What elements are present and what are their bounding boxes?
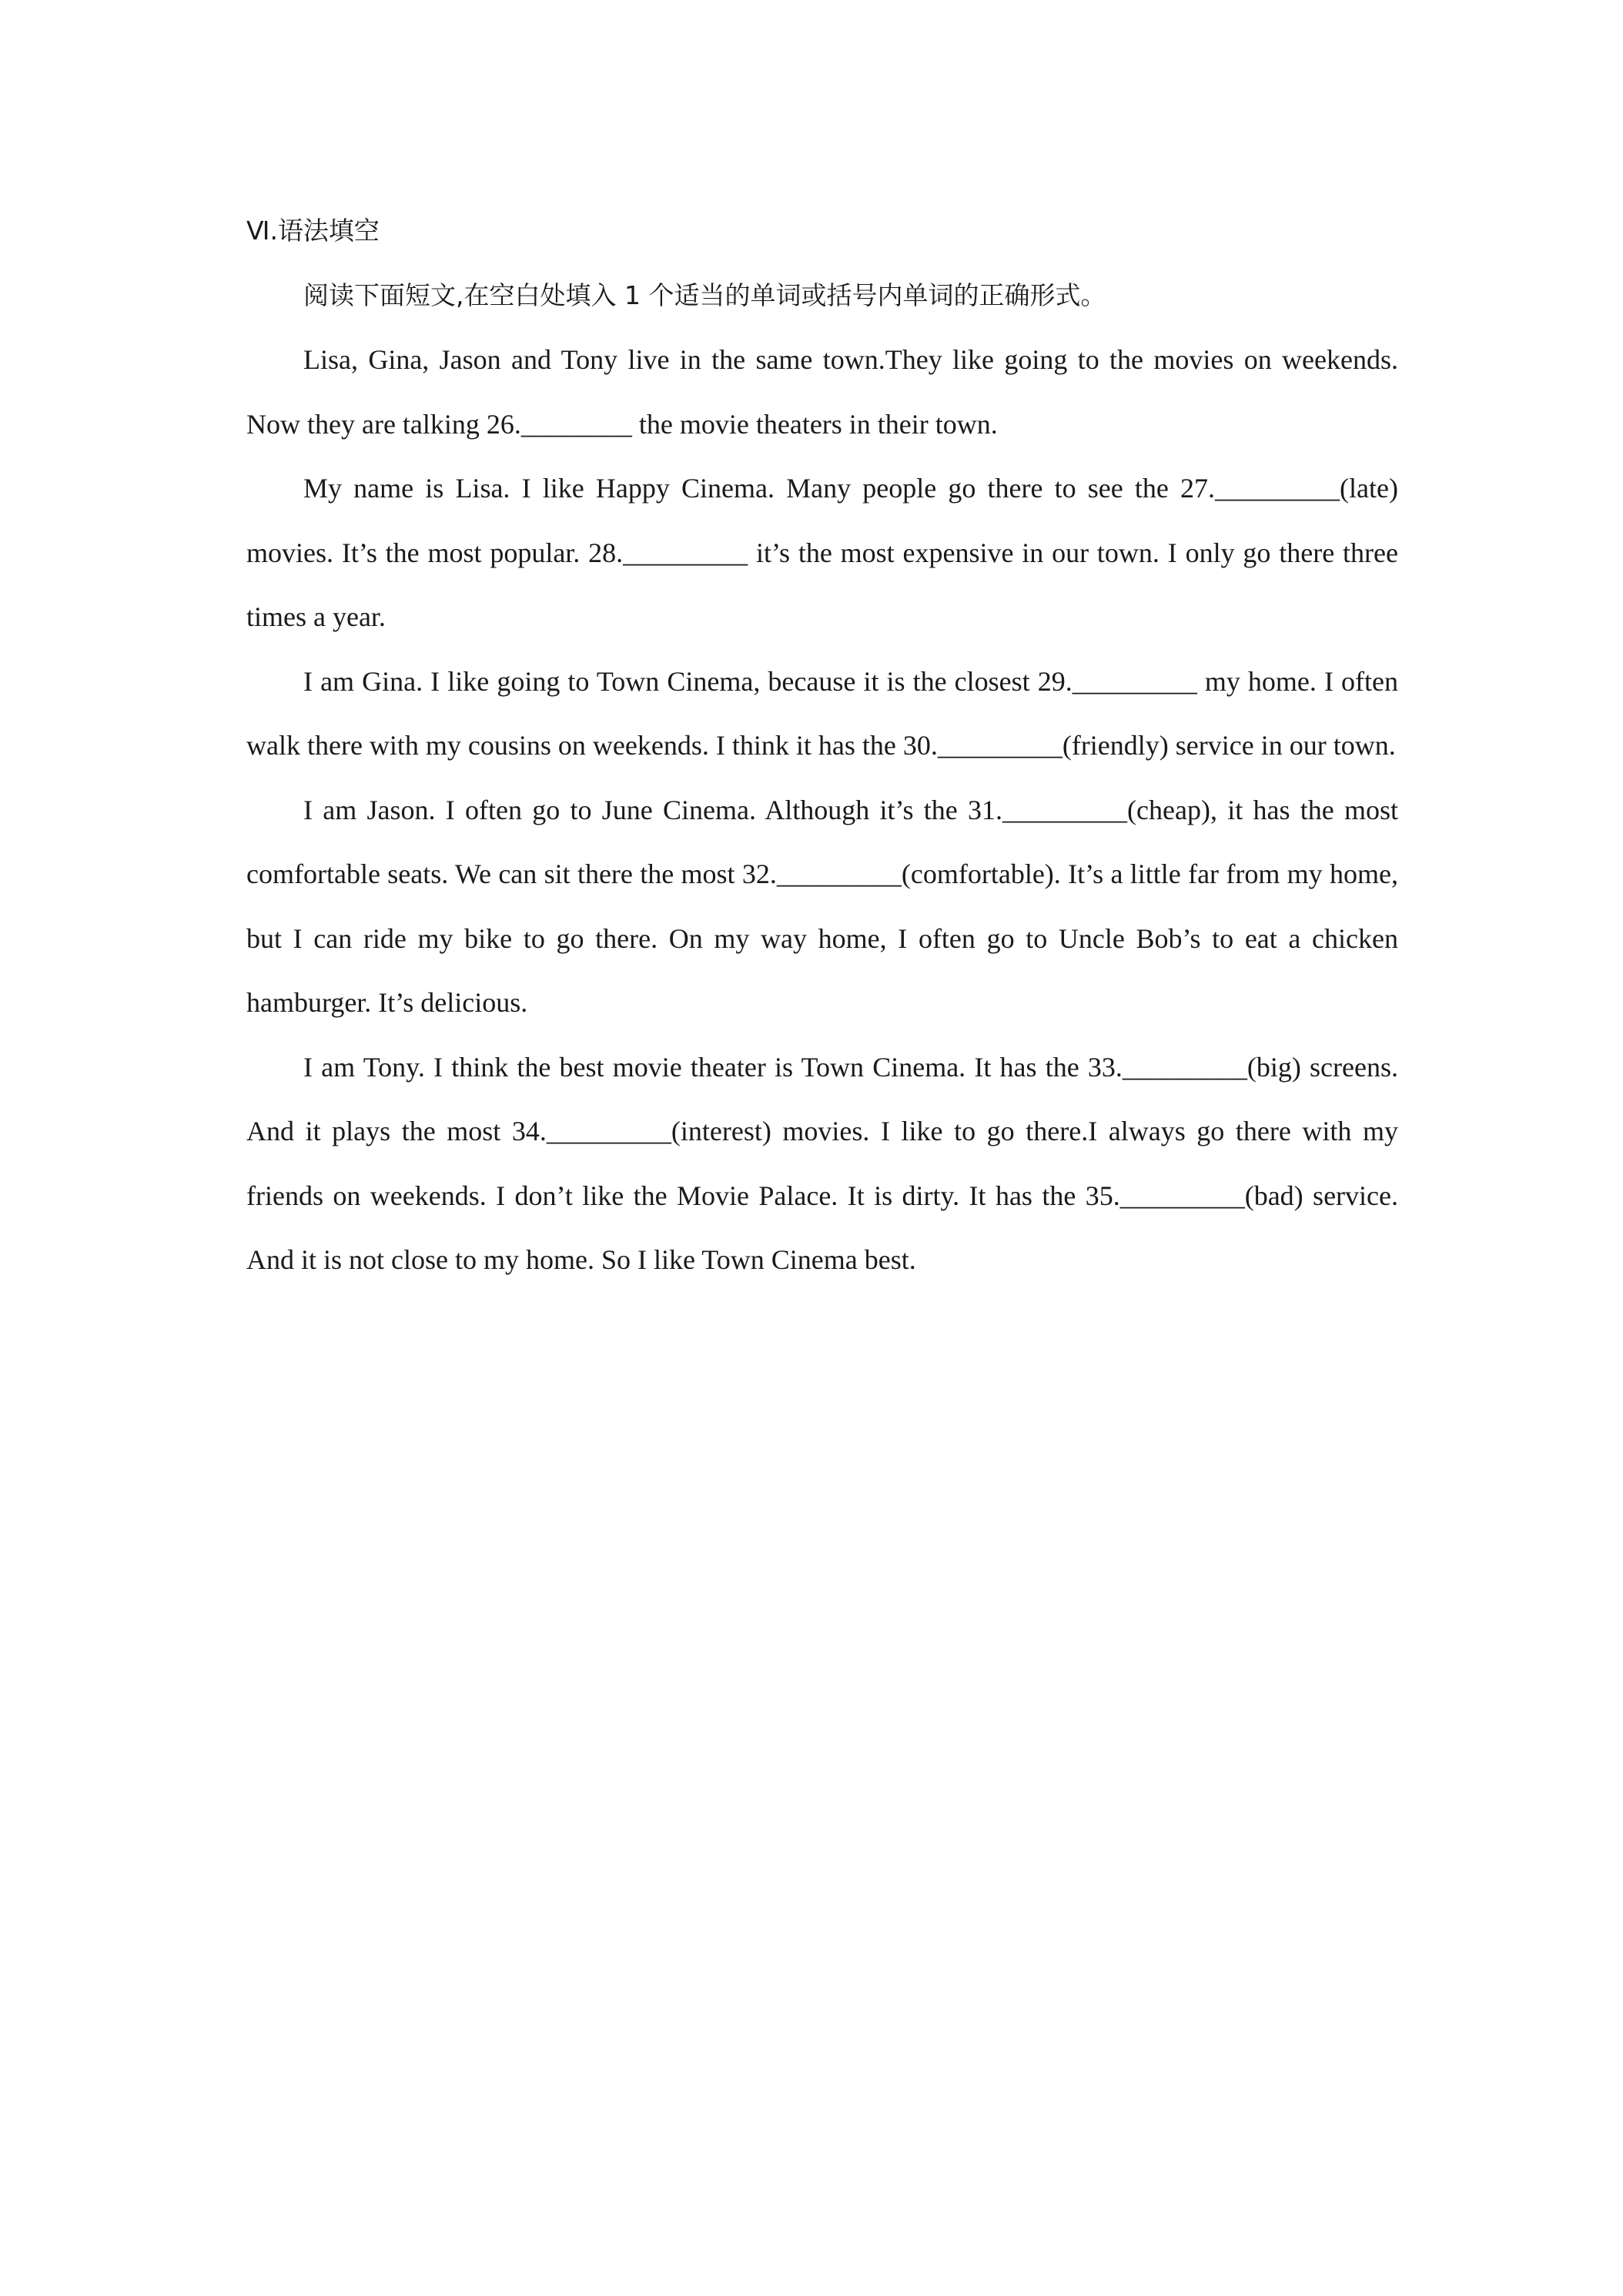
paragraph-lisa: My name is Lisa. I like Happy Cinema. Many people go there to see the 27._________(late) movies. It’s the most popular. 28._________ it’s the most expensive in our town. I only go there three times a year. bbox=[246, 473, 1398, 632]
paragraph-tony: I am Tony. I think the best movie theater is Town Cinema. It has the 33._________(big) screens. And it plays the most 34._________(interest) movies. I like to go there.I always go there with my friends on weekends. I don’t like the Movie Palace. It is dirty. It has the 35._________(bad) service. And it is not close to my home. So I like Town Cinema best. bbox=[246, 1051, 1398, 1275]
instruction-text: 阅读下面短文,在空白处填入 1 个适当的单词或括号内单词的正确形式。 bbox=[303, 280, 1106, 310]
paragraph-intro: Lisa, Gina, Jason and Tony live in the same town.They like going to the movies on weekends. Now they are talking 26.________ the movie theaters in their town. bbox=[246, 344, 1398, 440]
section-title: Ⅵ.语法填空 bbox=[246, 216, 380, 246]
paragraph-jason: I am Jason. I often go to June Cinema. Although it’s the 31._________(cheap), it has the most comfortable seats. We can sit there the most 32._________(comfortable). It’s a little far from my home, but I can ride my bike to go there. On my way home, I often go to Uncle Bob’s to eat a chicken hamburger. It’s delicious. bbox=[246, 794, 1398, 1018]
paragraph-gina: I am Gina. I like going to Town Cinema, because it is the closest 29._________ my home. I often walk there with my cousins on weekends. I think it has the 30._________(friendly) service in our town. bbox=[246, 665, 1398, 761]
document-page bbox=[246, 199, 1398, 1293]
